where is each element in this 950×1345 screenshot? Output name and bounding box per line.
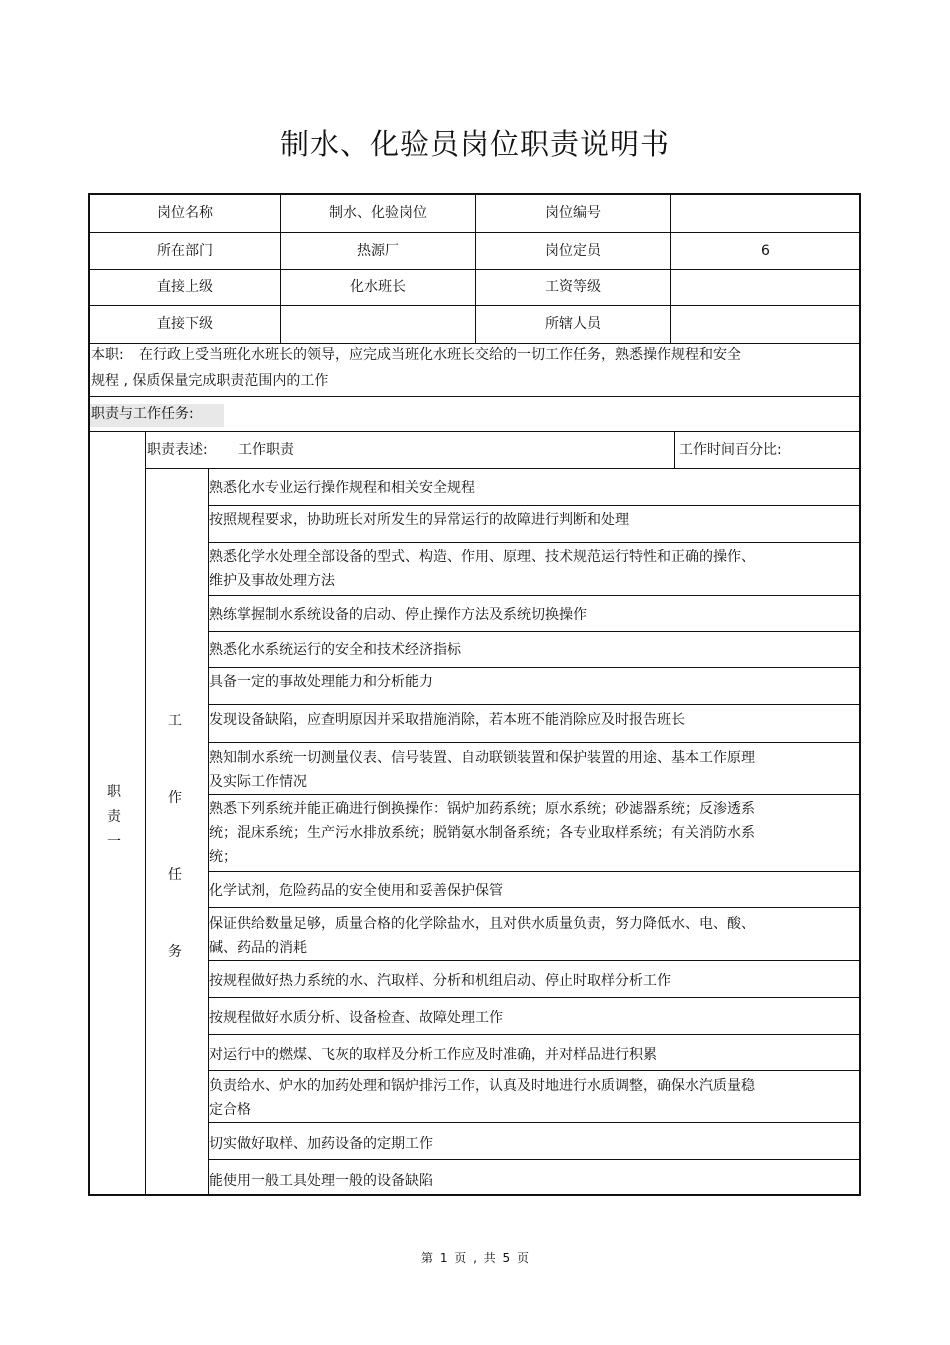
table-rule [208, 997, 861, 998]
table-rule [208, 505, 861, 506]
info-label-post-name: 岗位名称 [157, 204, 213, 221]
info-label-headcount: 岗位定员 [545, 242, 601, 259]
document-title: 制水、化验员岗位职责说明书 [279, 127, 670, 161]
table-rule [208, 907, 861, 908]
info-label-staff: 所辖人员 [545, 316, 601, 333]
duty-item: 切实做好取样、加药设备的定期工作 [209, 1136, 433, 1152]
role-text-line1: 在行政上受当班化水班长的领导，应完成当班化水班长交给的一切工作任务，熟悉操作规程和安全 [139, 347, 741, 363]
info-value-headcount: 6 [761, 242, 770, 259]
duty-item: 熟悉下列系统并能正确进行倒换操作：锅炉加药系统；原水系统；砂滤器系统；反渗透系 统；混床系统；生产污水排放系统；脱销氨水制备系统；各专业取样系统；有关消防水系 统； [209, 801, 755, 865]
task-label-char: 工 [168, 713, 182, 729]
info-label-salary-grade: 工资等级 [545, 279, 601, 296]
duty-item: 按规程做好热力系统的水、汽取样、分析和机组启动、停止时取样分析工作 [209, 973, 671, 989]
table-rule [208, 742, 861, 743]
info-value-staff [671, 306, 860, 343]
task-label-char: 作 [168, 790, 182, 806]
info-value-post-number [671, 194, 860, 232]
table-rule [145, 431, 146, 1196]
info-value-supervisor: 化水班长 [350, 279, 406, 296]
table-rule [145, 468, 861, 469]
duty-item: 具备一定的事故处理能力和分析能力 [209, 674, 433, 690]
table-rule [208, 631, 861, 632]
duty-item: 对运行中的燃煤、飞灰的取样及分析工作应及时准确，并对样品进行积累 [209, 1047, 657, 1063]
work-time-percent-label: 工作时间百分比: [679, 442, 782, 458]
table-rule [208, 960, 861, 961]
duty-item: 保证供给数量足够，质量合格的化学除盐水，且对供水质量负责，努力降低水、电、酸、 碱、药品的消耗 [209, 916, 755, 956]
info-label-post-number: 岗位编号 [545, 204, 601, 221]
task-label-char: 务 [168, 944, 182, 960]
table-rule [88, 396, 861, 397]
info-label-supervisor: 直接上级 [157, 279, 213, 296]
page-footer: 第 1 页 , 共 5 页 [421, 1251, 529, 1265]
duty-item: 熟悉化水系统运行的安全和技术经济指标 [209, 642, 461, 658]
info-value-salary-grade [671, 270, 860, 305]
duty-item: 化学试剂，危险药品的安全使用和妥善保护保管 [209, 883, 503, 899]
duty-item: 能使用一般工具处理一般的设备缺陷 [209, 1173, 433, 1189]
table-rule [208, 595, 861, 596]
table-rule [208, 1122, 861, 1123]
duty-item: 熟知制水系统一切测量仪表、信号装置、自动联锁装置和保护装置的用途、基本工作原理 及实际工作情况 [209, 750, 755, 790]
duties-section-label: 职责与工作任务: [91, 406, 194, 422]
info-label-subordinate: 直接下级 [157, 316, 213, 333]
info-value-department: 热源厂 [357, 242, 399, 259]
table-rule [208, 667, 861, 668]
table-rule [208, 794, 861, 795]
info-label-department: 所在部门 [157, 242, 213, 259]
task-label-char: 任 [168, 867, 182, 883]
duty-item: 熟练掌握制水系统设备的启动、停止操作方法及系统切换操作 [209, 607, 587, 623]
duty-group-label-char: 责 [107, 809, 121, 825]
table-rule [208, 1034, 861, 1035]
duty-item: 按照规程要求，协助班长对所发生的异常运行的故障进行判断和处理 [209, 512, 629, 528]
table-rule [674, 431, 675, 468]
role-label: 本职: [91, 347, 124, 363]
table-rule [208, 1070, 861, 1071]
duty-item: 负责给水、炉水的加药处理和锅炉排污工作，认真及时地进行水质调整，确保水汽质量稳 定合格 [209, 1078, 755, 1118]
duty-group-label-char: 职 [107, 784, 121, 800]
duty-item: 熟悉化水专业运行操作规程和相关安全规程 [209, 480, 475, 496]
role-text-line2: 规程 , 保质保量完成职责范围内的工作 [91, 373, 329, 389]
info-value-subordinate [281, 306, 475, 343]
duty-description-label: 职责表述: [147, 442, 208, 458]
table-rule [208, 542, 861, 543]
table-rule [208, 704, 861, 705]
duty-description-value: 工作职责 [238, 442, 294, 458]
info-value-post-name: 制水、化验岗位 [329, 204, 427, 221]
duty-item: 发现设备缺陷，应查明原因并采取措施消除，若本班不能消除应及时报告班长 [209, 712, 685, 728]
duty-item: 按规程做好水质分析、设备检查、故障处理工作 [209, 1010, 503, 1026]
duty-group-label-char: 一 [107, 834, 121, 850]
table-rule [88, 431, 861, 432]
table-rule [208, 1159, 861, 1160]
table-rule [208, 871, 861, 872]
duty-item: 熟悉化学水处理全部设备的型式、构造、作用、原理、技术规范运行特性和正确的操作、 维护及事故处理方法 [209, 549, 755, 589]
